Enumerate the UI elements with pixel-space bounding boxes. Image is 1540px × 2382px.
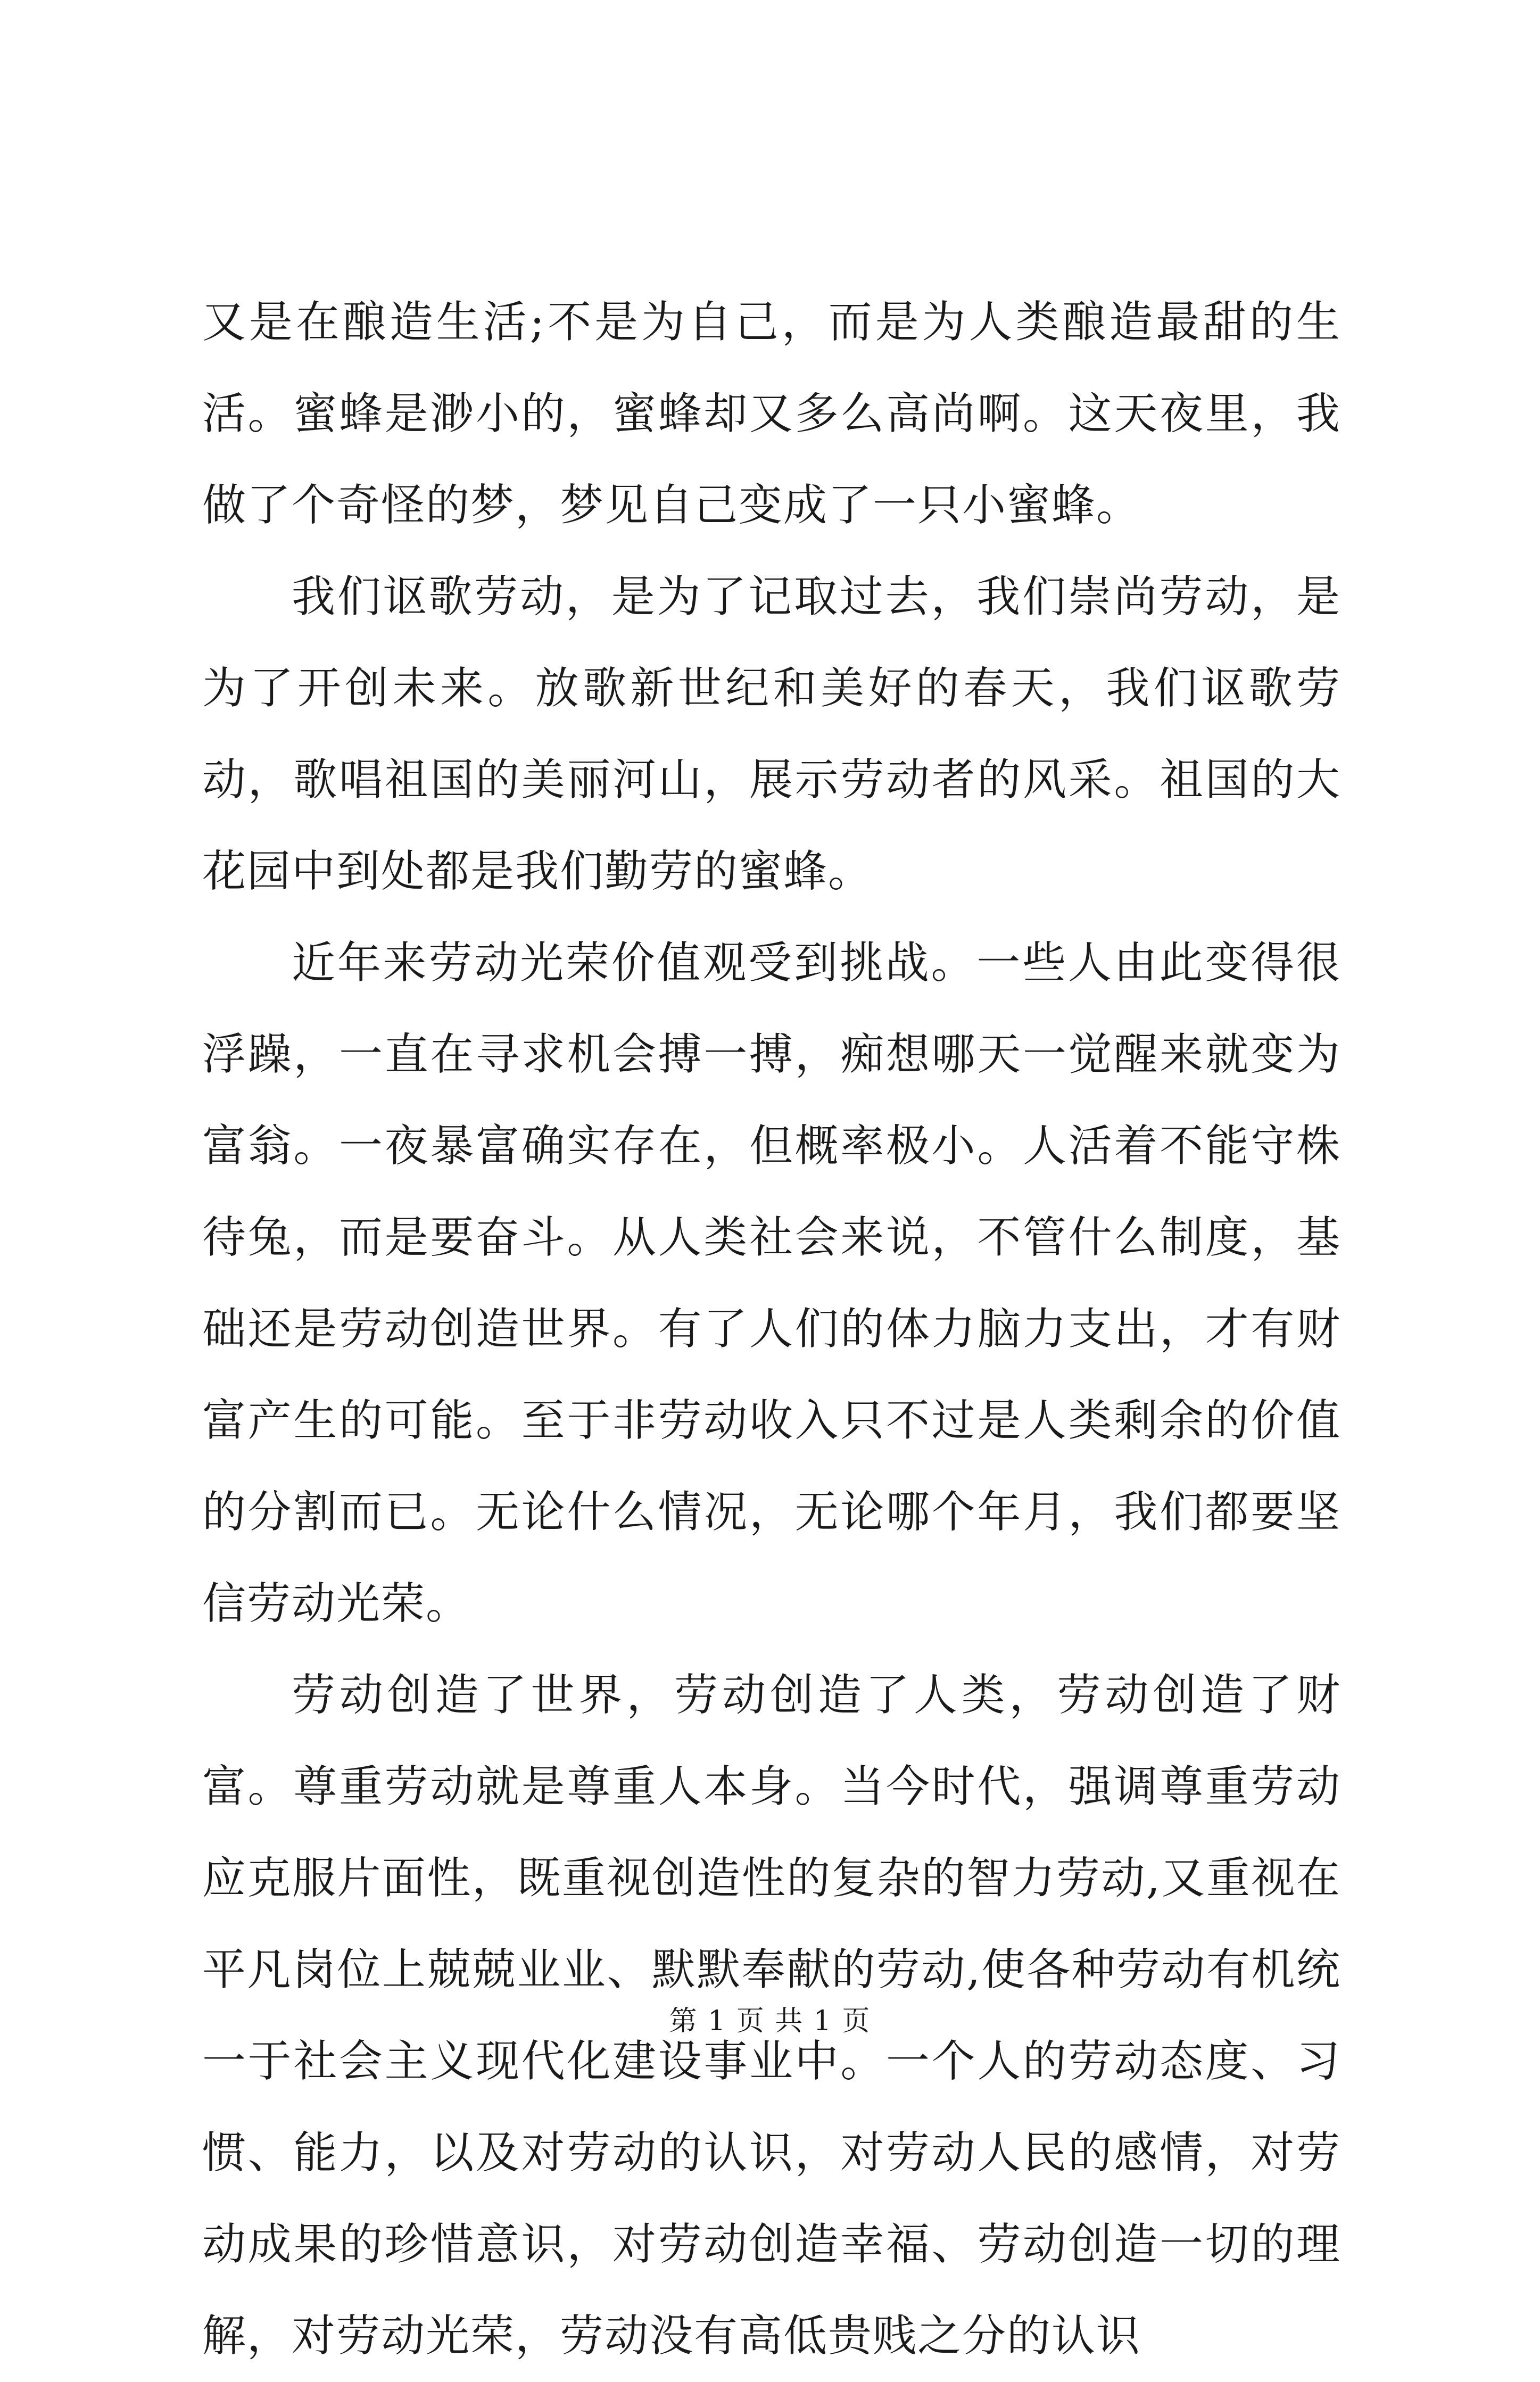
paragraph-3: 近年来劳动光荣价值观受到挑战。一些人由此变得很浮躁，一直在寻求机会搏一搏，痴想哪天一觉醒来就变为富翁。一夜暴富确实存在，但概率极小。人活着不能守株待兔，而是要奋斗。从人类社会来说，不管什么制度，基础还是劳动创造世界。有了人们的体力脑力支出，才有财富产生的可能。至于非劳动收入只不过是人类剩余的价值的分割而已。无论什么情况，无论哪个年月，我们都要坚信劳动光荣。 — [202, 938, 1341, 1629]
page-number-footer: 第 1 页 共 1 页 — [669, 2005, 871, 2037]
paragraph-1: 又是在酿造生活;不是为自己，而是为人类酿造最甜的生活。蜜蜂是渺小的，蜜蜂却又多么高尚啊。这天夜里，我做了个奇怪的梦，梦见自己变成了一只小蜜蜂。 — [202, 297, 1341, 531]
paragraph-2: 我们讴歌劳动，是为了记取过去，我们崇尚劳动，是为了开创未来。放歌新世纪和美好的春天，我们讴歌劳动，歌唱祖国的美丽河山，展示劳动者的风采。祖国的大花园中到处都是我们勤劳的蜜蜂。 — [202, 572, 1341, 897]
paragraph-4: 劳动创造了世界，劳动创造了人类，劳动创造了财富。尊重劳动就是尊重人本身。当今时代，强调尊重劳动应克服片面性，既重视创造性的复杂的智力劳动,又重视在平凡岗位上兢兢业业、默默奉献的劳动,使各种劳动有机统一于社会主义现代化建设事业中。一个人的劳动态度、习惯、能力，以及对劳动的认识，对劳动人民的感情，对劳动成果的珍惜意识，对劳动创造幸福、劳动创造一切的理解，对劳动光荣，劳动没有高低贵贱之分的认识 — [202, 1670, 1341, 2361]
body-text — [202, 277, 1341, 2382]
